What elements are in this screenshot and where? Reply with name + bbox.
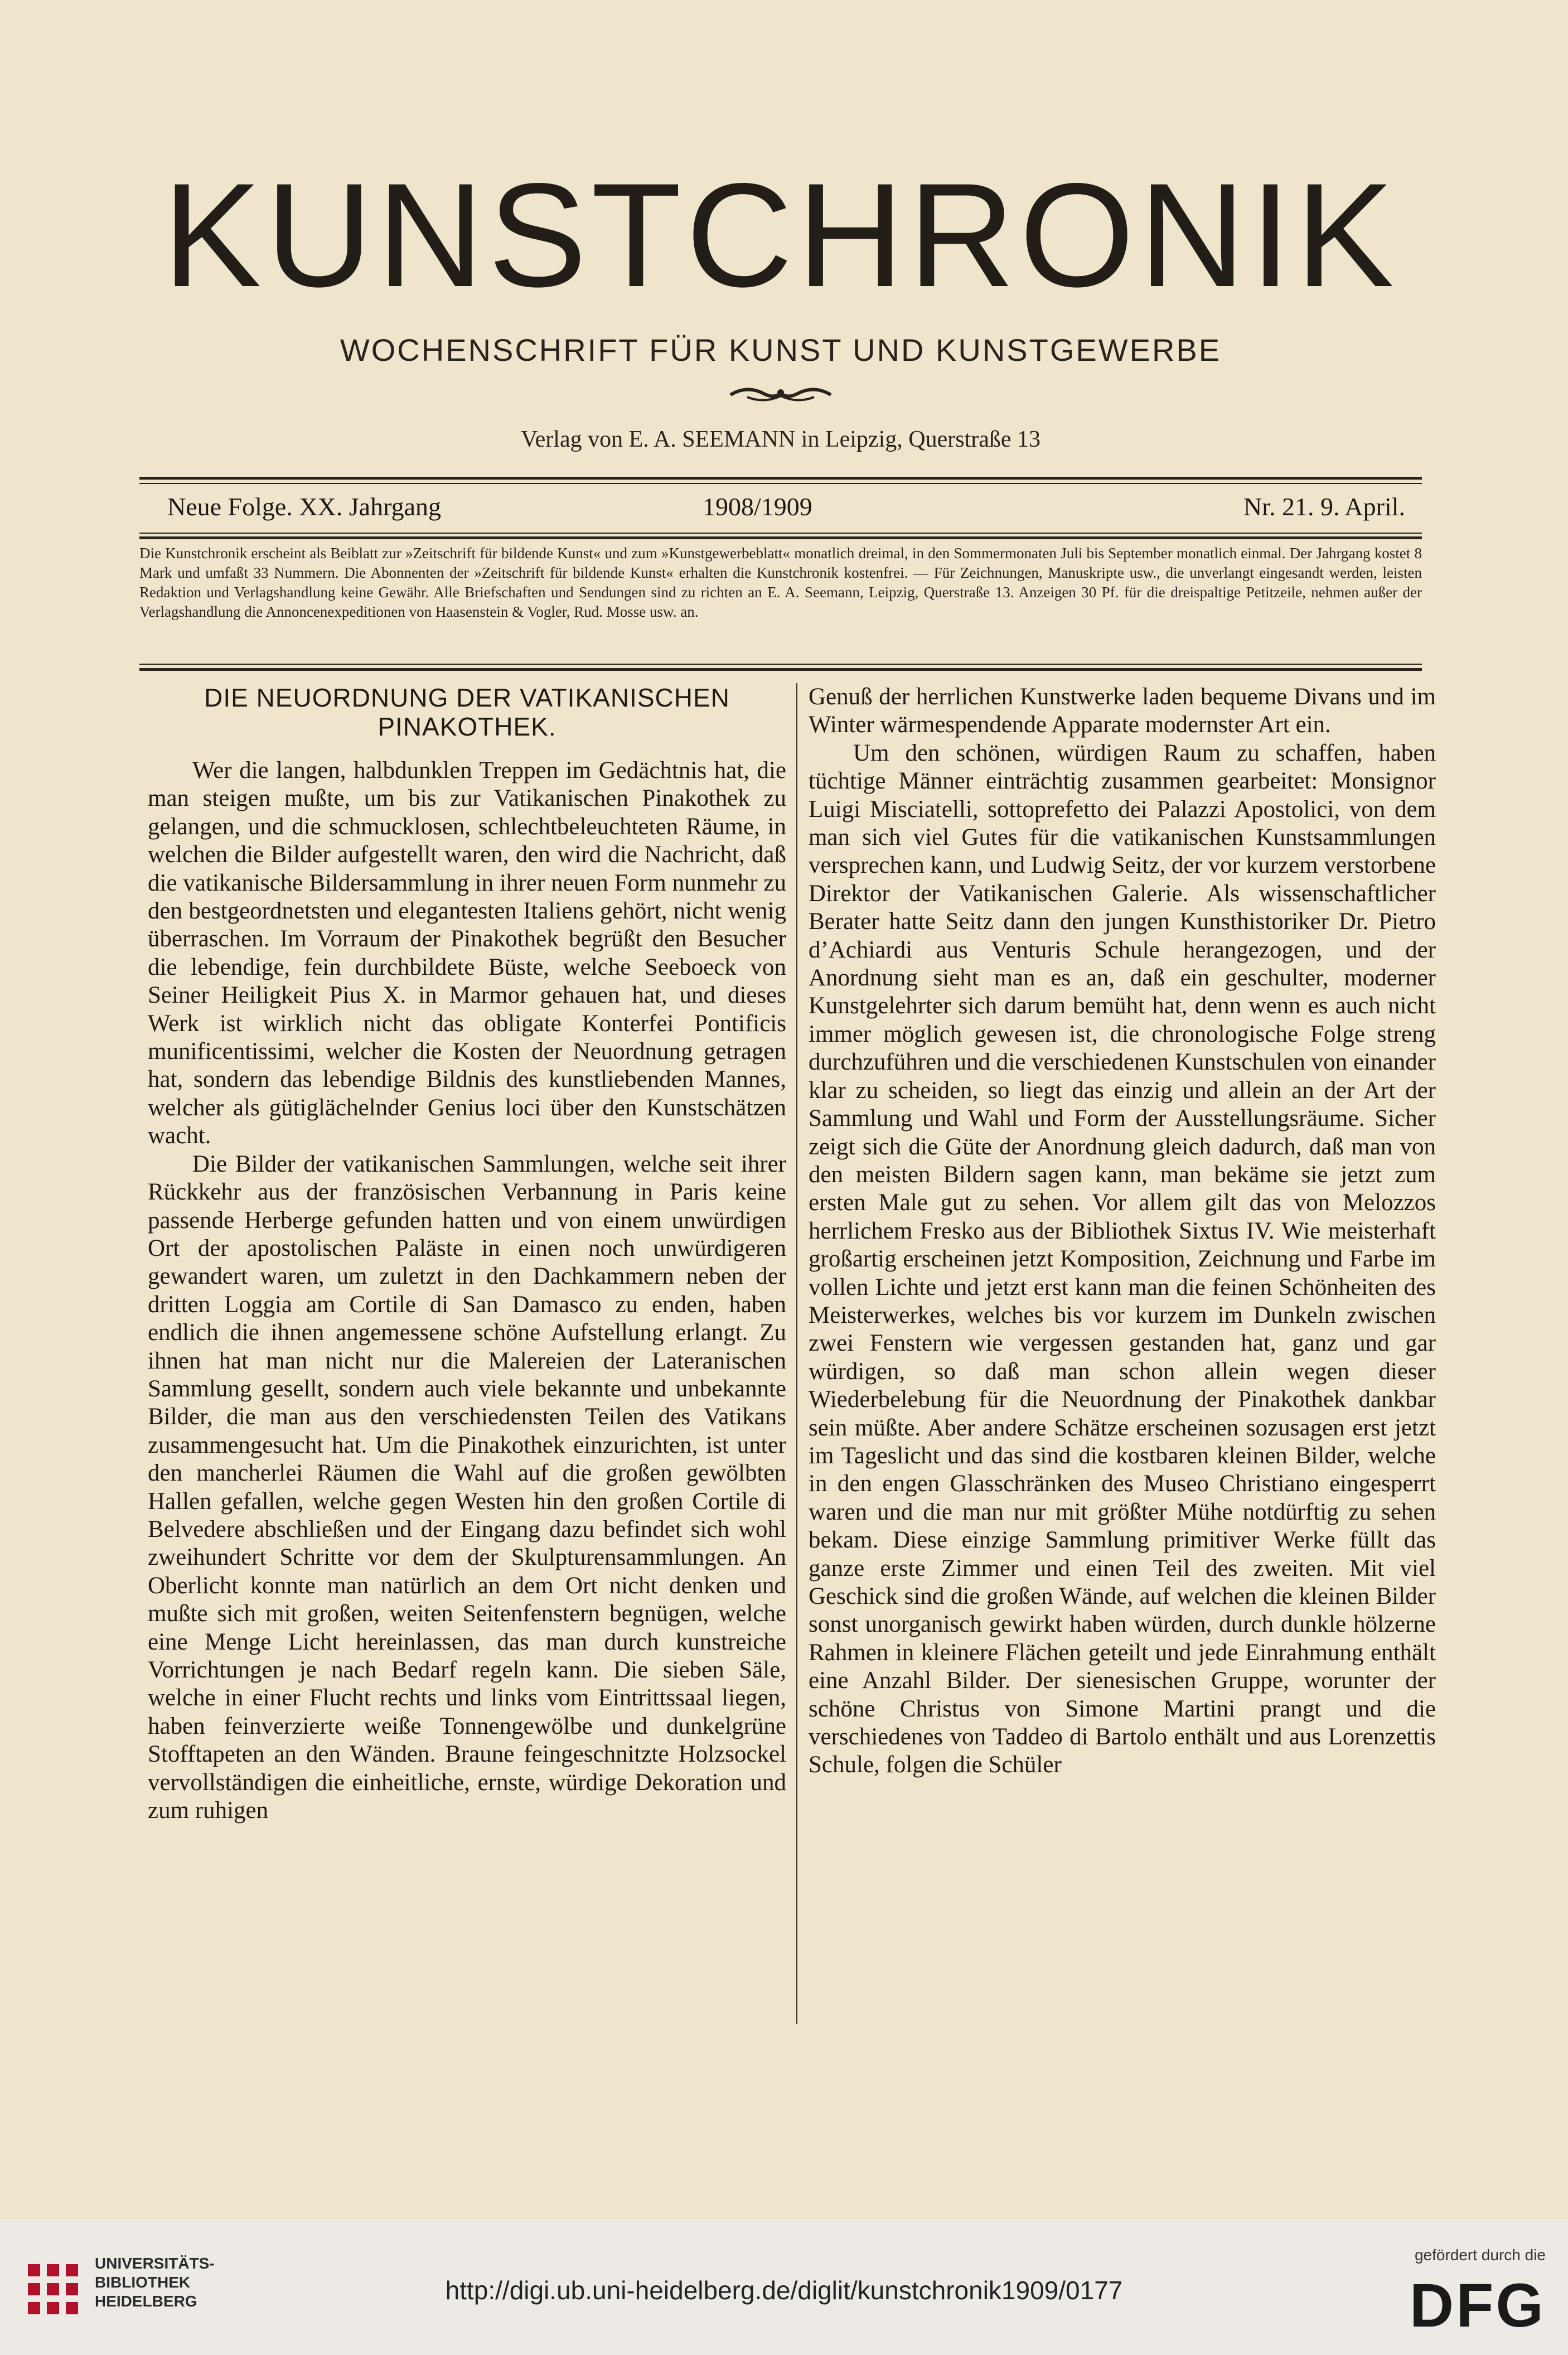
header-rule-mid: [139, 533, 1422, 534]
library-name: UNIVERSITÄTS- BIBLIOTHEK HEIDELBERG: [95, 2255, 215, 2310]
paragraph: Genuß der herrlichen Kunstwerke laden bequeme Divans und im Winter wärmespendende Apparate modernster Art ein.: [809, 684, 1436, 738]
year-label: 1908/1909: [703, 492, 812, 521]
header-rule-top: [139, 477, 1422, 480]
header-rule-mid-thick: [139, 536, 1422, 539]
funding-caption: gefördert durch die: [1414, 2246, 1546, 2264]
paragraph: Um den schönen, würdigen Raum zu schaffen, haben tüchtige Männer einträchtig zusammen gearbeitet: Monsignor Luigi Misciatelli, sottoprefetto dei Palazzi Apostolici, von dem man sich viel Gutes für die vatikanischen Kunstsammlungen versprechen kann, und Ludwig Seitz, der vor kurzem verstorbene Direktor der Vatikanischen Galerie. Als wissenschaftlicher Berater hatte Seitz dann den jungen Kunsthistoriker Dr. Pietro d’Achiardi aus Venturis Schule herangezogen, und der Anordnung sieht man es an, daß ein geschulter, moderner Kunstgelehrter sich darum bemüht hat, denn wenn es auch nicht immer möglich gewesen ist, die chronologische Folge streng durchzuführen und die verschiedenen Kunstschulen von einander klar zu scheiden, so liegt das einzig und allein an der Art der Sammlung und Wahl und Form der Ausstellungsräume. Sicher zeigt sich die Güte der Anordnung gleich dadurch, daß man von den meisten Bildern sagen kann, man bekäme sie jetzt zum ersten Male gut zu sehen. Vor allem gilt das von Melozzos herrlichem Fresko aus der Bibliothek Sixtus IV. Wie meisterhaft großartig erscheinen jetzt Komposition, Zeichnung und Farbe im vollen Lichte und jetzt erst kann man die feinen Schönheiten des Meisterwerkes, welches bis vor kurzem im Dunkeln zwischen zwei Fenstern wie vergessen gestanden hat, ganz und gar würdigen, so daß man schon allein wegen dieser Wiederbelebung für die Neuordnung der Pinakothek dankbar sein müßte. Aber andere Schätze erscheinen sozusagen erst jetzt im Tageslicht und das sind die kostbaren kleinen Bilder, welche in den engen Glasschränken des Museo Christiano eingesperrt waren und die man nur mit größter Mühe notdürftig zu sehen bekam. Diese einzige Sammlung primitiver Werke füllt das ganze erste Zimmer und einen Teil des zweiten. Mit viel Geschick sind die großen Wände, auf welchen die kleinen Bilder sonst unorganisch gewirkt haben würden, durch dunkle hölzerne Rahmen in kleinere Flächen geteilt und jede Einrahmung enthält eine Anzahl Bilder. Der sienesischen Gruppe, worunter der schöne Christus von Simone Martini prangt und die verschiedenes von Taddeo di Bartolo enthält und aus Lorenzettis Schule, folgen die Schüler: [809, 739, 1436, 1778]
subscription-notice: Die Kunstchronik erscheint als Beiblatt zur »Zeitschrift für bildende Kunst« und zum »Kunstgewerbeblatt« monatlich dreimal, in den Sommermonaten Juli bis September monatlich einmal. Der Jahrgang kostet 8 Mark und umfaßt 33 Nummern. Die Abonnenten der »Zeitschrift für bildende Kunst« erhalten die Kunstchronik kostenfrei. — Für Zeichnungen, Manuskripte usw., die unverlangt eingesandt werden, leisten Redaktion und Verlagshandlung keine Gewähr. Alle Briefschaften und Sendungen sind zu richten an E. A. Seemann, Leipzig, Querstraße 13. Anzeigen 30 Pf. für die dreispaltige Petitzeile, nehmen außer der Verlagshandlung die Annoncenexpeditionen von Haasenstein & Vogler, Rud. Mosse usw. an.: [139, 545, 1422, 620]
notice-rule-bottom-thick: [139, 668, 1422, 671]
issue-line: [167, 492, 1405, 525]
journal-title: KUNSTCHRONIK: [162, 153, 1399, 318]
digital-library-footer: [0, 2219, 1568, 2355]
article-heading: DIE NEUORDNUNG DER VATIKANISCHEN PINAKOTHEK.: [204, 683, 730, 741]
article-column-right: [809, 683, 1436, 1779]
paragraph: Wer die langen, halbdunklen Treppen im Gedächtnis hat, die man steigen mußte, um bis zur Vatikanischen Pinakothek zu gelangen, und die schmucklosen, schlechtbeleuchteten Räume, in welchen die Bilder aufgestellt waren, den wird die Nachricht, daß die vatikanische Bildersammlung in ihrer neuen Form nunmehr zu den bestgeordnetsten und elegantesten Italiens gehört, nicht wenig überraschen. Im Vorraum der Pinakothek begrüßt den Besucher die lebendige, fein durchbildete Büste, welche Seeboeck von Seiner Heiligkeit Pius X. in Marmor gehauen hat, und dieses Werk ist wirklich nicht das obligate Konterfei Pontificis munificentissimi, welcher die Kosten der Neuordnung getragen hat, sondern das lebendige Bildnis des kunstliebenden Mannes, welcher als gütiglächelnder Genius loci über den Kunstschätzen wacht.: [148, 757, 786, 1149]
paragraph: Die Bilder der vatikanischen Sammlungen, welche seit ihrer Rückkehr aus der französischen Verbannung in Paris keine passende Herberge gefunden hatten und von einem unwürdigen Ort der apostolischen Paläste in einen noch unwürdigeren gewandert waren, um zuletzt in den Dachkammern neben der dritten Loggia am Cortile di San Damasco zu enden, haben endlich die ihnen angemessene schöne Aufstellung erlangt. Zu ihnen hat man nicht nur die Malereien der Lateranischen Sammlung gesellt, sondern auch viele bekannte und unbekannte Bilder, die man aus den verschiedensten Teilen des Vatikans zusammengesucht hat. Um die Pinakothek einzurichten, ist unter den mancherlei Räumen die Wahl auf die großen gewölbten Hallen gefallen, welche gegen Westen hin den großen Cortile di Belvedere abschließen und der Eingang dazu befindet sich wohl zweihundert Schritte vor dem der Skulpturensammlungen. An Oberlicht konnte man natürlich an dem Ort nicht denken und mußte sich mit großen, weiten Seitenfenstern begnügen, welche eine Menge Licht hereinlassen, das man durch kunstreiche Vorrichtungen je nach Bedarf regeln kann. Die sieben Säle, welche in einer Flucht rechts und links vom Eintrittssaal liegen, haben feinverzierte weiße Tonnengewölbe und dunkelgrüne Stofftapeten an den Wänden. Braune feingeschnitzte Holzsockel vervollständigen die einheitliche, ernste, würdige Dekoration und zum ruhigen: [148, 1150, 786, 1824]
column-divider: [796, 683, 797, 2024]
article-column-left: [148, 683, 786, 1825]
permalink-url[interactable]: http://digi.ub.uni-heidelberg.de/diglit/kunstchronik1909/0177: [445, 2276, 1123, 2305]
masthead: [139, 153, 1422, 453]
dfg-logo: DFG: [1409, 2271, 1546, 2340]
issue-number: Nr. 21. 9. April.: [1243, 492, 1405, 521]
notice-rule-bottom: [139, 664, 1422, 665]
header-rule-top-thin: [139, 483, 1422, 484]
publisher-line: Verlag von E. A. SEEMANN in Leipzig, Querstraße 13: [521, 427, 1041, 452]
ornament-icon: [725, 379, 836, 407]
journal-subtitle: WOCHENSCHRIFT FÜR KUNST UND KUNSTGEWERBE: [340, 332, 1222, 367]
series-label: Neue Folge. XX. Jahrgang: [167, 492, 441, 521]
